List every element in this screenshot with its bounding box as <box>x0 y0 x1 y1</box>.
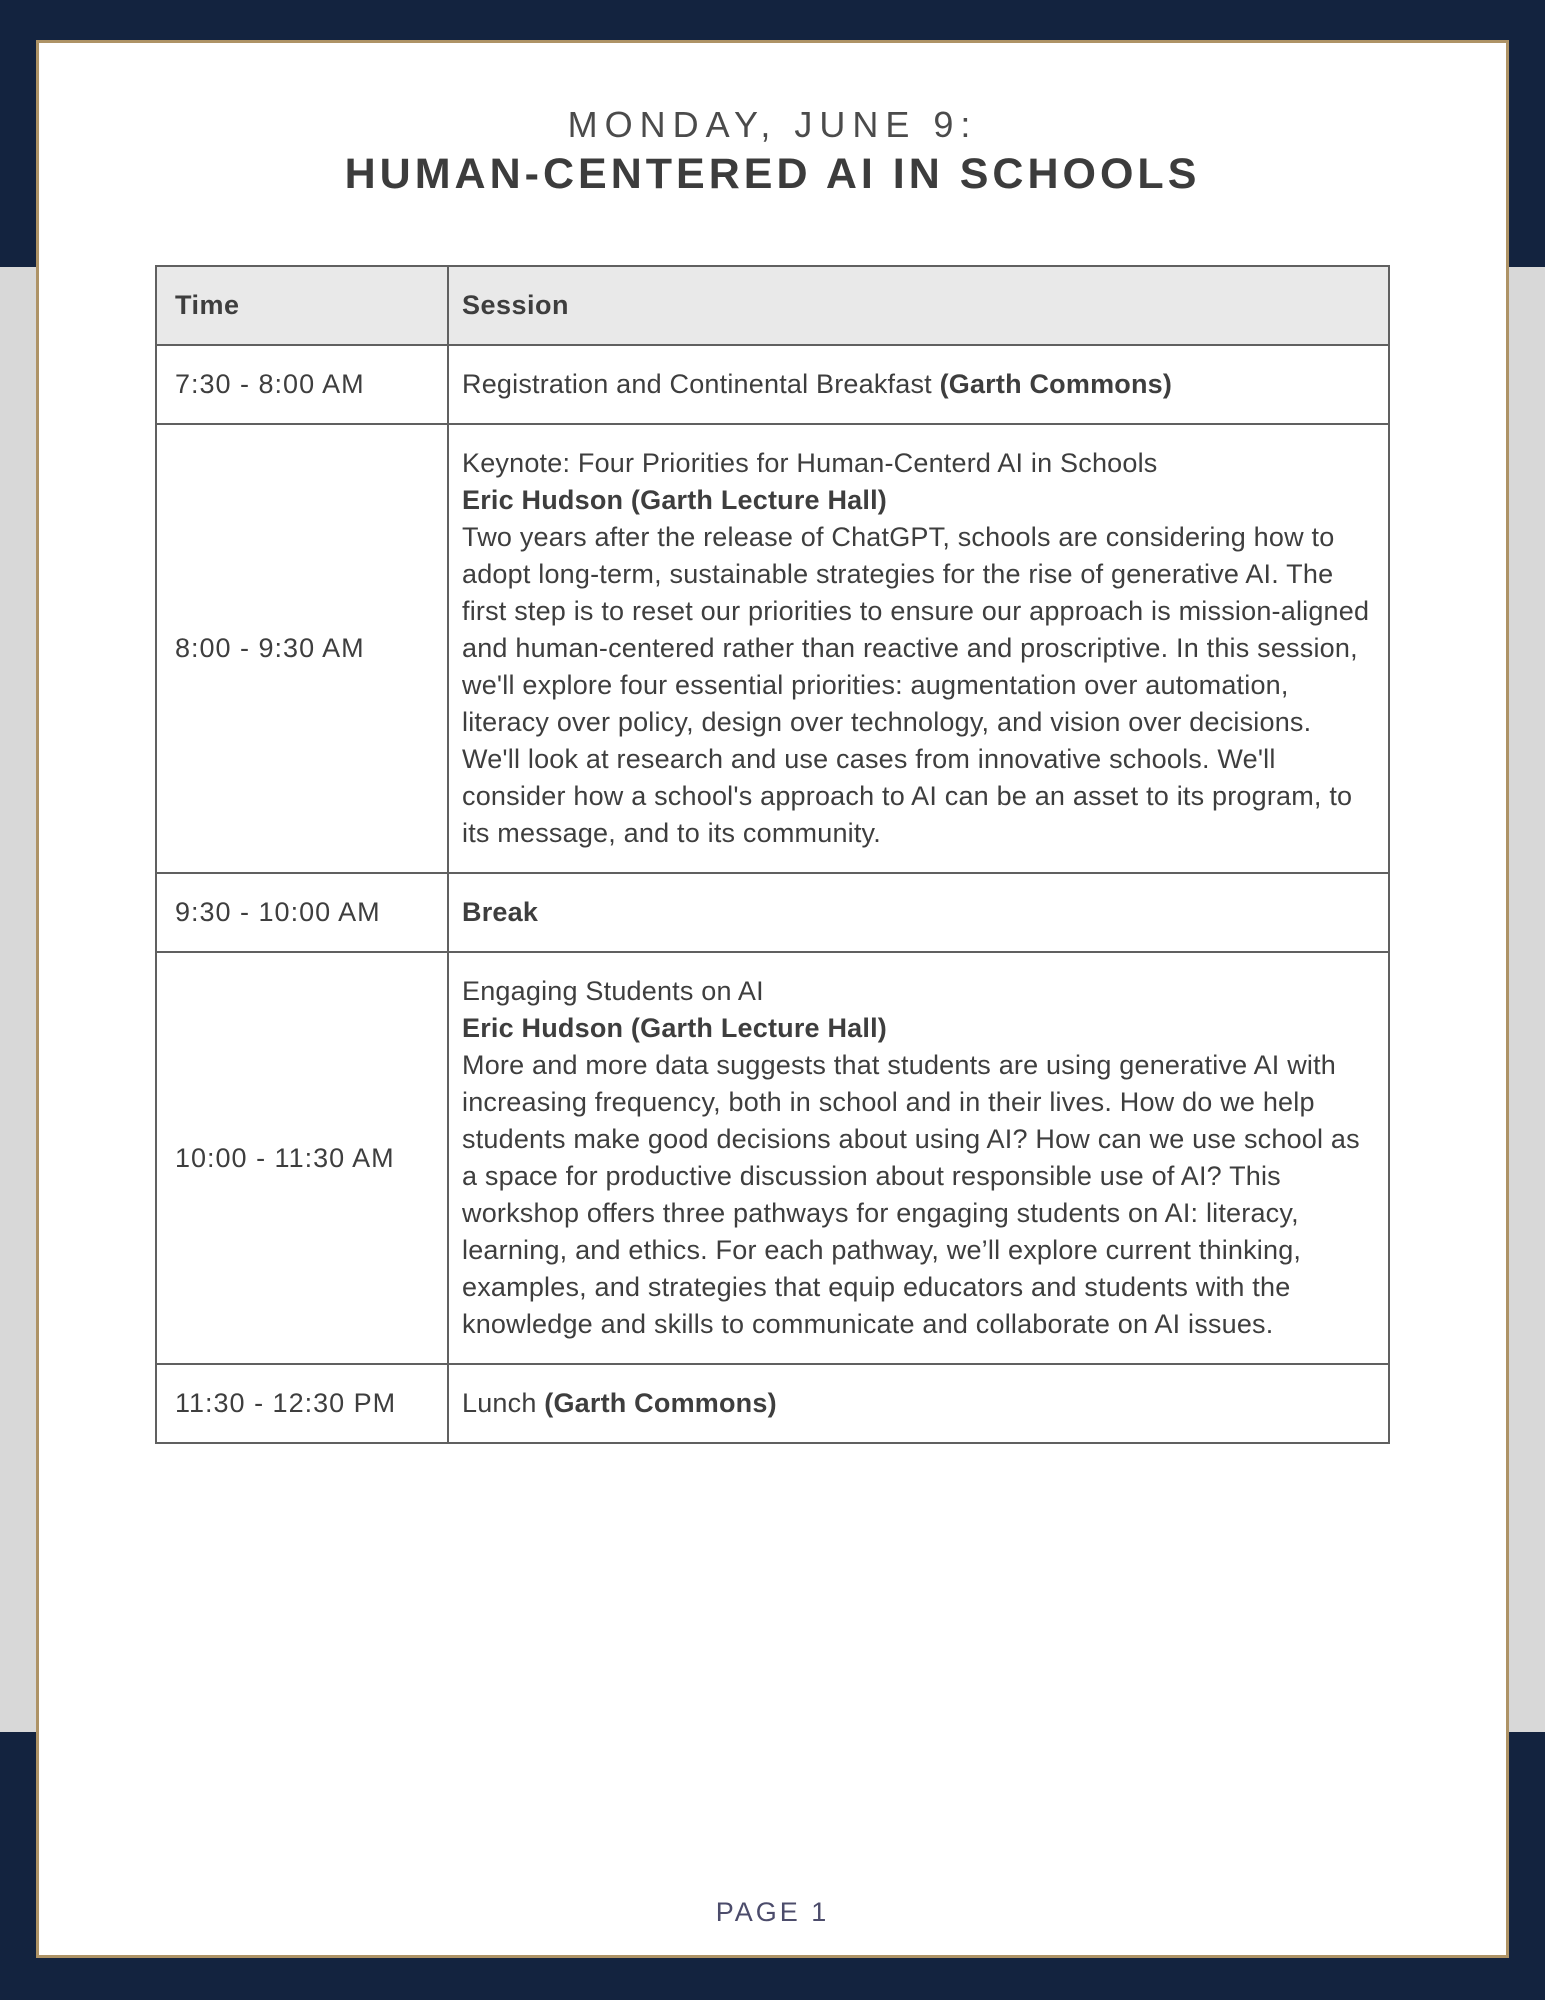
session-cell <box>448 1364 1389 1443</box>
session-title: Engaging Students on AI <box>462 976 764 1006</box>
session-location: (Garth Commons) <box>544 1388 777 1418</box>
title-block <box>39 101 1506 199</box>
session-text: Break <box>462 897 539 927</box>
session-description: Two years after the release of ChatGPT, schools are considering how to adopt long-term, sustainable strategies for the rise of generative AI. The first step is to reset our priorities to ensure our approach is mission-aligned and human-centered rather than reactive and proscriptive. In this session, we'll explore four essential priorities: augmentation over automation, literacy over policy, design over technology, and vision over decisions. We'll look at research and use cases from innovative schools. We'll consider how a school's approach to AI can be an asset to its program, to its message, and to its community. <box>462 522 1370 848</box>
table-header-row <box>156 266 1389 345</box>
table-row <box>156 952 1389 1364</box>
time-cell: 9:30 - 10:00 AM <box>156 873 448 952</box>
session-location: (Garth Commons) <box>939 369 1173 399</box>
session-title: Keynote: Four Priorities for Human-Centerd AI in Schools <box>462 448 1158 478</box>
time-cell: 7:30 - 8:00 AM <box>156 345 448 424</box>
column-header-session: Session <box>448 266 1389 345</box>
time-cell: 11:30 - 12:30 PM <box>156 1364 448 1443</box>
session-description: More and more data suggests that students are using generative AI with increasing frequency, both in school and in their lives. How do we help students make good decisions about using AI? How can we use school as a space for productive discussion about responsible use of AI? This workshop offers three pathways for engaging students on AI: literacy, learning, and ethics. For each pathway, we’ll explore current thinking, examples, and strategies that equip educators and students with the knowledge and skills to communicate and collaborate on AI issues. <box>462 1050 1360 1339</box>
page-number: PAGE 1 <box>715 1897 830 1927</box>
time-cell: 10:00 - 11:30 AM <box>156 952 448 1364</box>
session-cell <box>448 952 1389 1364</box>
table-row <box>156 345 1389 424</box>
column-header-time: Time <box>156 266 448 345</box>
document-page <box>36 40 1509 1958</box>
date-heading: MONDAY, JUNE 9: <box>567 104 978 145</box>
session-speaker: Eric Hudson (Garth Lecture Hall) <box>462 1013 887 1043</box>
table-row <box>156 873 1389 952</box>
session-cell <box>448 873 1389 952</box>
table-row <box>156 424 1389 873</box>
session-cell <box>448 345 1389 424</box>
time-cell: 8:00 - 9:30 AM <box>156 424 448 873</box>
page-title: HUMAN-CENTERED AI IN SCHOOLS <box>344 150 1201 198</box>
session-cell <box>448 424 1389 873</box>
session-text: Lunch <box>462 1388 545 1418</box>
session-speaker: Eric Hudson (Garth Lecture Hall) <box>462 485 887 515</box>
session-text: Registration and Continental Breakfast <box>462 369 940 399</box>
table-row <box>156 1364 1389 1443</box>
schedule-table <box>155 265 1390 1444</box>
